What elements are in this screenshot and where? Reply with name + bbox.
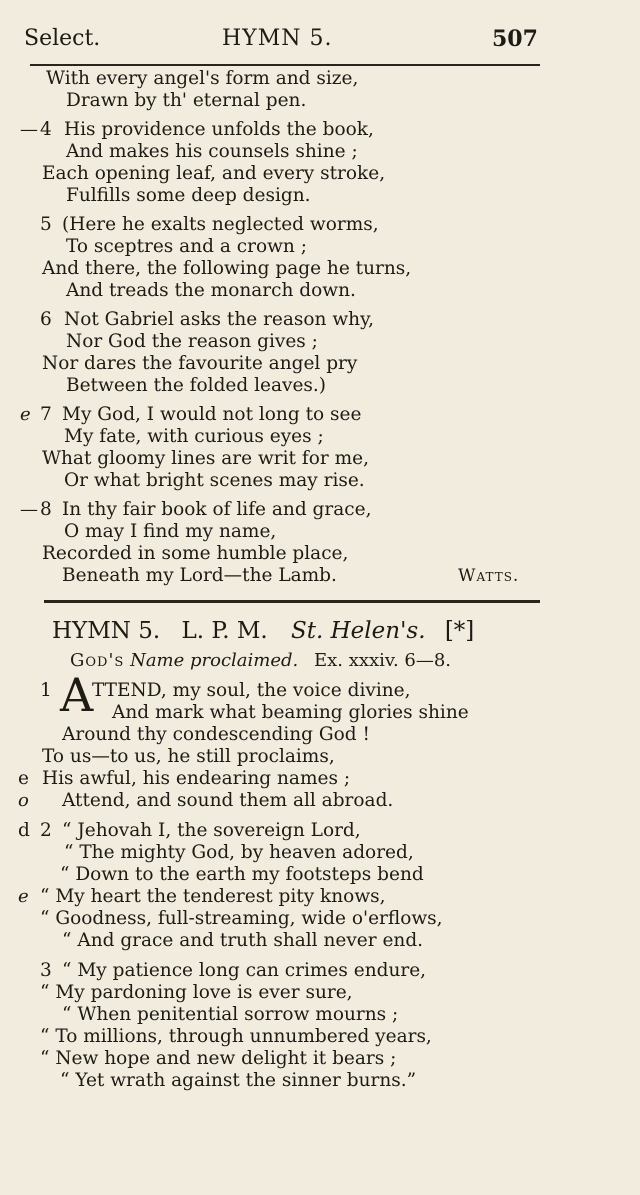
drop-cap: A xyxy=(60,668,94,722)
section-divider xyxy=(44,600,540,603)
verse-line: “ Goodness, full-streaming, wide o'erflows, xyxy=(40,908,443,929)
verse-line: To us—to us, he still proclaims, xyxy=(42,746,335,767)
hymn-marker: [*] xyxy=(444,618,475,644)
hymn-title xyxy=(52,618,474,644)
subtitle-god: God's xyxy=(70,650,125,671)
verse-line: “ The mighty God, by heaven adored, xyxy=(64,842,414,863)
running-header xyxy=(24,26,540,56)
verse-line: Not Gabriel asks the reason why, xyxy=(64,309,374,330)
hymn-meter: L. P. M. xyxy=(181,618,268,644)
verse-line: O may I find my name, xyxy=(64,521,277,542)
stanza-mark: d xyxy=(18,820,30,841)
verse-line: Or what bright scenes may rise. xyxy=(64,470,365,491)
verse-line: My God, I would not long to see xyxy=(62,404,362,425)
verse-line: “ To millions, through unnumbered years, xyxy=(40,1026,432,1047)
stanza-number: 1 xyxy=(40,680,52,701)
stanza-mark: o xyxy=(18,790,29,811)
hymn-tune: St. Helen's. xyxy=(291,618,426,644)
stanza-mark: — xyxy=(20,499,38,520)
stanza-number: 5 xyxy=(40,214,52,235)
stanza-number: 8 xyxy=(40,499,52,520)
verse-line: Drawn by th' eternal pen. xyxy=(66,90,307,111)
verse-line: In thy fair book of life and grace, xyxy=(62,499,372,520)
verse-line: TTEND, my soul, the voice divine, xyxy=(92,680,411,701)
verse-line: Beneath my Lord—the Lamb. xyxy=(62,565,337,586)
stanza-number: 4 xyxy=(40,119,52,140)
verse-line: (Here he exalts neglected worms, xyxy=(62,214,379,235)
verse-line: And mark what beaming glories shine xyxy=(112,702,469,723)
verse-line: With every angel's form and size, xyxy=(46,68,359,89)
stanza-number: 2 xyxy=(40,820,52,841)
author-attribution: Watts. xyxy=(458,566,520,586)
verse-line: Nor dares the favourite angel pry xyxy=(42,353,358,374)
verse-line: “ Yet wrath against the sinner burns.” xyxy=(60,1070,417,1091)
verse-line: His providence unfolds the book, xyxy=(64,119,374,140)
hymn-number: HYMN 5. xyxy=(52,618,161,644)
verse-line: Recorded in some humble place, xyxy=(42,543,349,564)
verse-line: Around thy condescending God ! xyxy=(62,724,370,745)
verse-line: “ Down to the earth my footsteps bend xyxy=(60,864,424,885)
verse-line: And makes his counsels shine ; xyxy=(66,141,358,162)
verse-line: “ My patience long can crimes endure, xyxy=(62,960,427,981)
scripture-reference: Ex. xxxiv. 6—8. xyxy=(313,650,452,671)
verse-line: “ And grace and truth shall never end. xyxy=(62,930,424,951)
verse-line: My fate, with curious eyes ; xyxy=(64,426,324,447)
stanza-number: 7 xyxy=(40,404,52,425)
header-rule xyxy=(30,64,540,66)
verse-line: Fulfills some deep design. xyxy=(66,185,311,206)
verse-line: “ My heart the tenderest pity knows, xyxy=(40,886,386,907)
verse-line: What gloomy lines are writ for me, xyxy=(42,448,369,469)
stanza-number: 3 xyxy=(40,960,52,981)
verse-line: “ When penitential sorrow mourns ; xyxy=(62,1004,399,1025)
verse-line: Attend, and sound them all abroad. xyxy=(62,790,394,811)
stanza-mark: e xyxy=(18,768,29,789)
stanza-number: 6 xyxy=(40,309,52,330)
hymn-subtitle xyxy=(70,650,451,671)
verse-line: “ My pardoning love is ever sure, xyxy=(40,982,353,1003)
stanza-mark: e xyxy=(20,404,31,425)
verse-line: And treads the monarch down. xyxy=(66,280,356,301)
verse-line: And there, the following page he turns, xyxy=(42,258,412,279)
subtitle-theme: Name proclaimed. xyxy=(130,650,299,671)
page-number: 507 xyxy=(492,26,538,52)
verse-line: “ New hope and new delight it bears ; xyxy=(40,1048,397,1069)
verse-line: Between the folded leaves.) xyxy=(66,375,326,396)
verse-line: His awful, his endearing names ; xyxy=(42,768,351,789)
verse-line: “ Jehovah I, the sovereign Lord, xyxy=(62,820,361,841)
verse-line: Each opening leaf, and every stroke, xyxy=(42,163,386,184)
verse-line: To sceptres and a crown ; xyxy=(66,236,307,257)
section-label: Select. xyxy=(24,26,101,51)
stanza-mark: — xyxy=(20,119,38,140)
stanza-mark: e xyxy=(18,886,29,907)
verse-line: Nor God the reason gives ; xyxy=(66,331,318,352)
running-title: HYMN 5. xyxy=(222,26,333,51)
